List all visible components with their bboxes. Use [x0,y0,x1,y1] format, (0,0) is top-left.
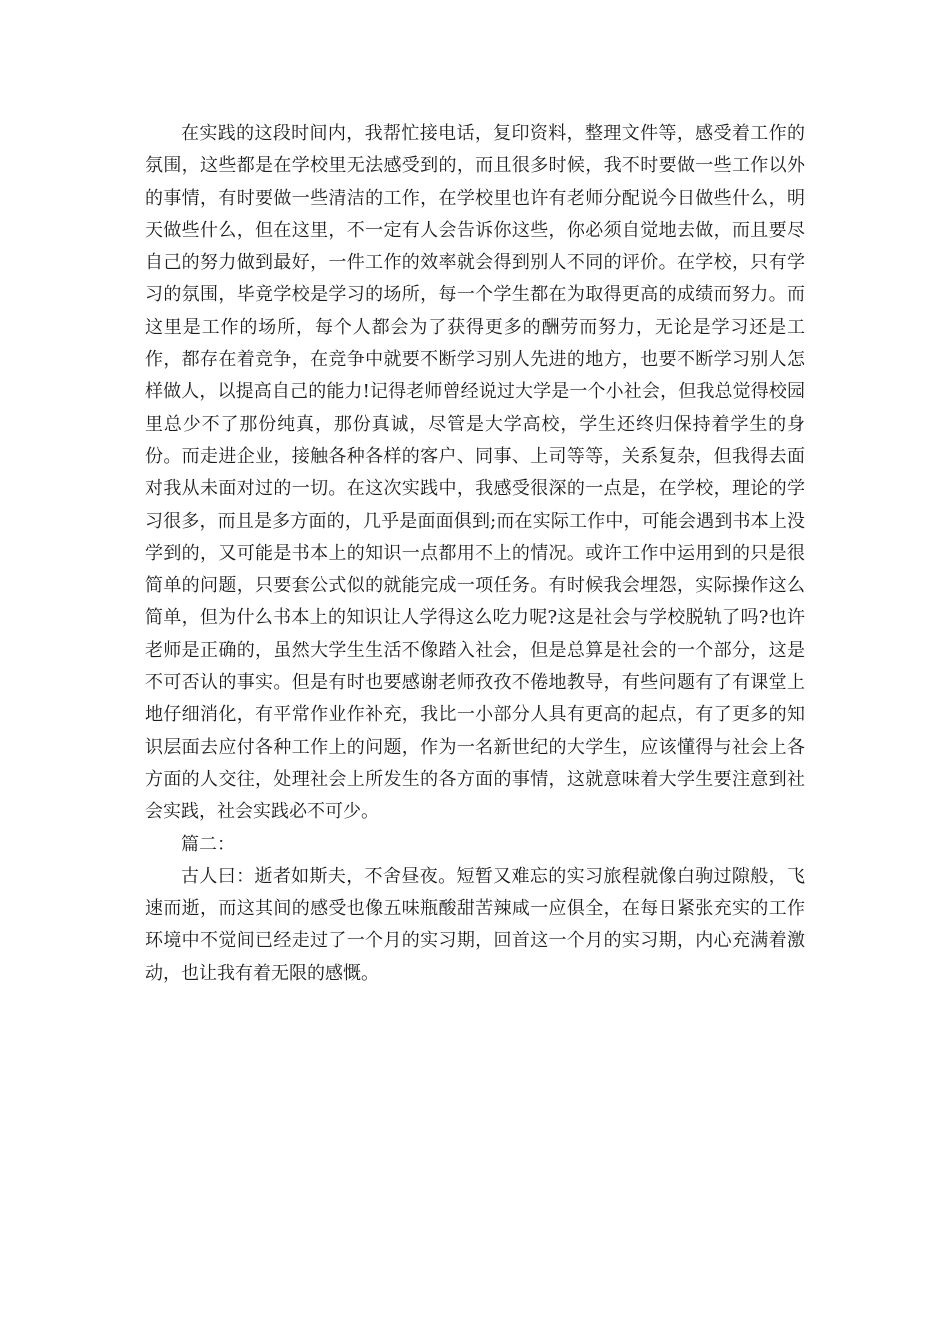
body-paragraph-1: 在实践的这段时间内，我帮忙接电话，复印资料，整理文件等，感受着工作的氛围，这些都是在学校里无法感受到的，而且很多时候，我不时要做一些工作以外的事情，有时要做一些清洁的工作，在学校里也许有老师分配说今日做些什么，明天做些什么，但在这里，不一定有人会告诉你这些，你必须自觉地去做，而且要尽自己的努力做到最好，一件工作的效率就会得到别人不同的评价。在学校，只有学习的氛围，毕竟学校是学习的场所，每一个学生都在为取得更高的成绩而努力。而这里是工作的场所，每个人都会为了获得更多的酬劳而努力，无论是学习还是工作，都存在着竞争，在竞争中就要不断学习别人先进的地方，也要不断学习别人怎样做人，以提高自己的能力!记得老师曾经说过大学是一个小社会，但我总觉得校园里总少不了那份纯真，那份真诚，尽管是大学高校，学生还终归保持着学生的身份。而走进企业，接触各种各样的客户、同事、上司等等，关系复杂，但我得去面对我从未面对过的一切。在这次实践中，我感受很深的一点是，在学校，理论的学习很多，而且是多方面的，几乎是面面俱到;而在实际工作中，可能会遇到书本上没学到的，又可能是书本上的知识一点都用不上的情况。或许工作中运用到的只是很简单的问题，只要套公式似的就能完成一项任务。有时候我会埋怨，实际操作这么简单，但为什么书本上的知识让人学得这么吃力呢?这是社会与学校脱轨了吗?也许老师是正确的，虽然大学生生活不像踏入社会，但是总算是社会的一个部分，这是不可否认的事实。但是有时也要感谢老师孜孜不倦地教导，有些问题有了有课堂上地仔细消化，有平常作业作补充，我比一小部分人具有更高的起点，有了更多的知识层面去应付各种工作上的问题，作为一名新世纪的大学生，应该懂得与社会上各方面的人交往，处理社会上所发生的各方面的事情，这就意味着大学生要注意到社会实践，社会实践必不可少。 [145,123,805,823]
section-heading: 篇二： [181,833,235,855]
document-body [145,118,805,990]
body-paragraph-2: 古人曰：逝者如斯夫，不舍昼夜。短暂又难忘的实习旅程就像白驹过隙般，飞速而逝，而这其间的感受也像五味瓶酸甜苦辣咸一应俱全，在每日紧张充实的工作环境中不觉间已经走过了一个月的实习期，回首这一个月的实习期，内心充满着激动，也让我有着无限的感慨。 [145,865,805,984]
